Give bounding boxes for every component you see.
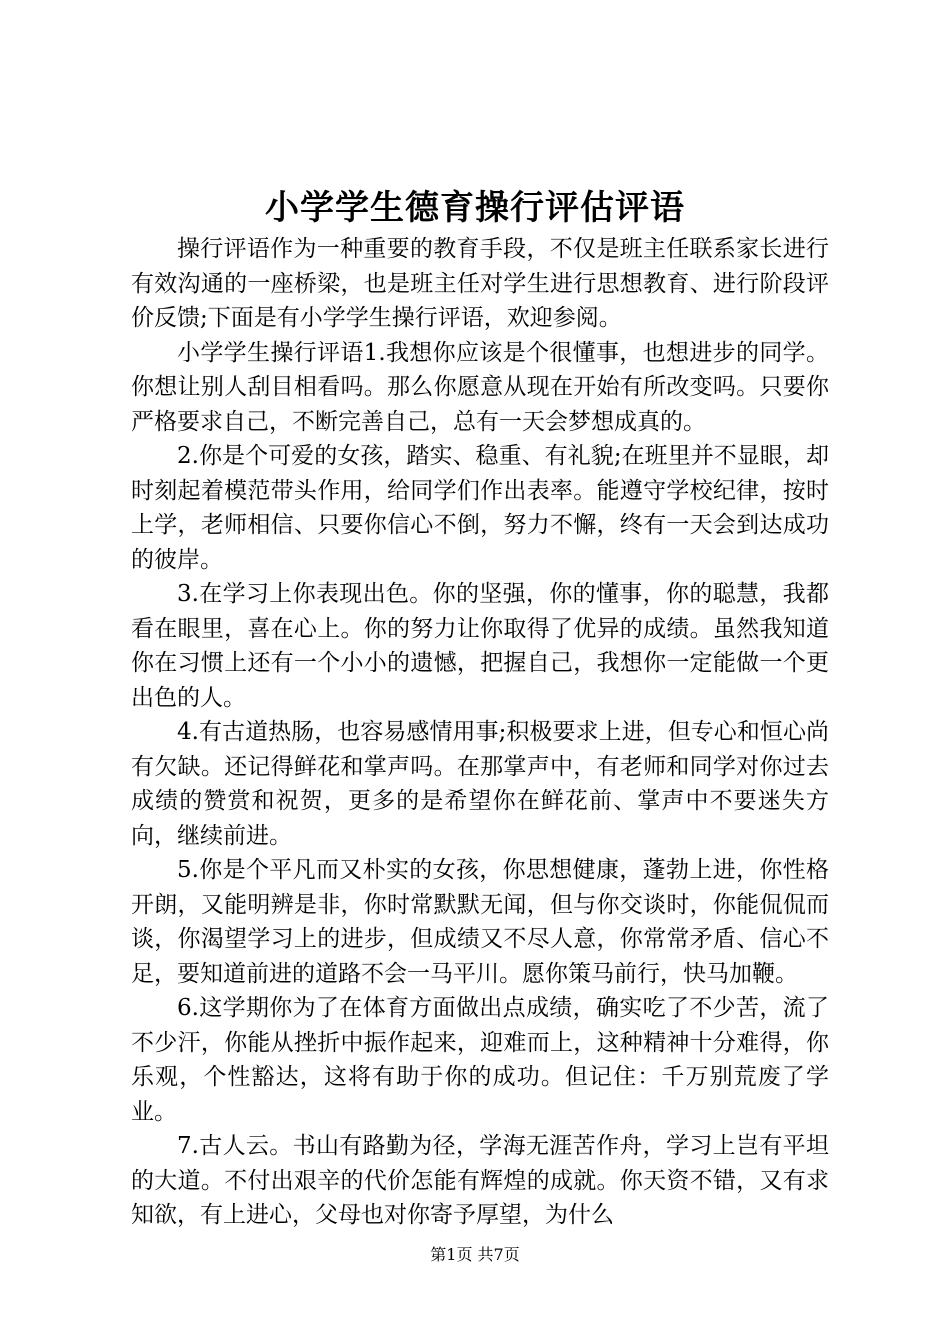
page-number: 第1页 共7页 xyxy=(430,1245,520,1264)
paragraph-comment-3: 3.在学习上你表现出色。你的坚强，你的懂事，你的聪慧，我都看在眼里，喜在心上。你的努力让你取得了优异的成绩。虽然我知道你在习惯上还有一个小小的遗憾，把握自己，我想你一定能做一个更出色的人。 xyxy=(131,581,829,711)
document-body xyxy=(131,232,829,1233)
paragraph-comment-5: 5.你是个平凡而又朴实的女孩，你思想健康，蓬勃上进，你性格开朗，又能明辨是非，你时常默默无闻，但与你交谈时，你能侃侃而谈，你渴望学习上的进步，但成绩又不尽人意，你常常矛盾、信心不足，要知道前进的道路不会一马平川。愿你策马前行，快马加鞭。 xyxy=(131,857,829,987)
paragraph-intro: 操行评语作为一种重要的教育手段，不仅是班主任联系家长进行有效沟通的一座桥梁，也是班主任对学生进行思想教育、进行阶段评价反馈;下面是有小学学生操行评语，欢迎参阅。 xyxy=(131,236,829,331)
paragraph-comment-4: 4.有古道热肠，也容易感情用事;积极要求上进，但专心和恒心尚有欠缺。还记得鲜花和掌声吗。在那掌声中，有老师和同学对你过去成绩的赞赏和祝贺，更多的是希望你在鲜花前、掌声中不要迷失方向，继续前进。 xyxy=(131,719,829,849)
paragraph-comment-7: 7.古人云。书山有路勤为径，学海无涯苦作舟，学习上岂有平坦的大道。不付出艰辛的代价怎能有辉煌的成就。你天资不错，又有求知欲，有上进心，父母也对你寄予厚望，为什么 xyxy=(131,1133,829,1228)
paragraph-comment-1: 小学学生操行评语1.我想你应该是个很懂事，也想进步的同学。你想让别人刮目相看吗。那么你愿意从现在开始有所改变吗。只要你严格要求自己，不断完善自己，总有一天会梦想成真的。 xyxy=(131,339,829,435)
document-title: 小学学生德育操行评估评语 xyxy=(265,188,685,228)
paragraph-comment-2: 2.你是个可爱的女孩，踏实、稳重、有礼貌;在班里并不显眼，却时刻起着模范带头作用，给同学们作出表率。能遵守学校纪律，按时上学，老师相信、只要你信心不倒，努力不懈，终有一天会到达成功的彼岸。 xyxy=(131,443,829,573)
paragraph-comment-6: 6.这学期你为了在体育方面做出点成绩，确实吃了不少苦，流了不少汗，你能从挫折中振作起来，迎难而上，这种精神十分难得，你乐观，个性豁达，这将有助于你的成功。但记住：千万别荒废了学业。 xyxy=(131,995,829,1125)
